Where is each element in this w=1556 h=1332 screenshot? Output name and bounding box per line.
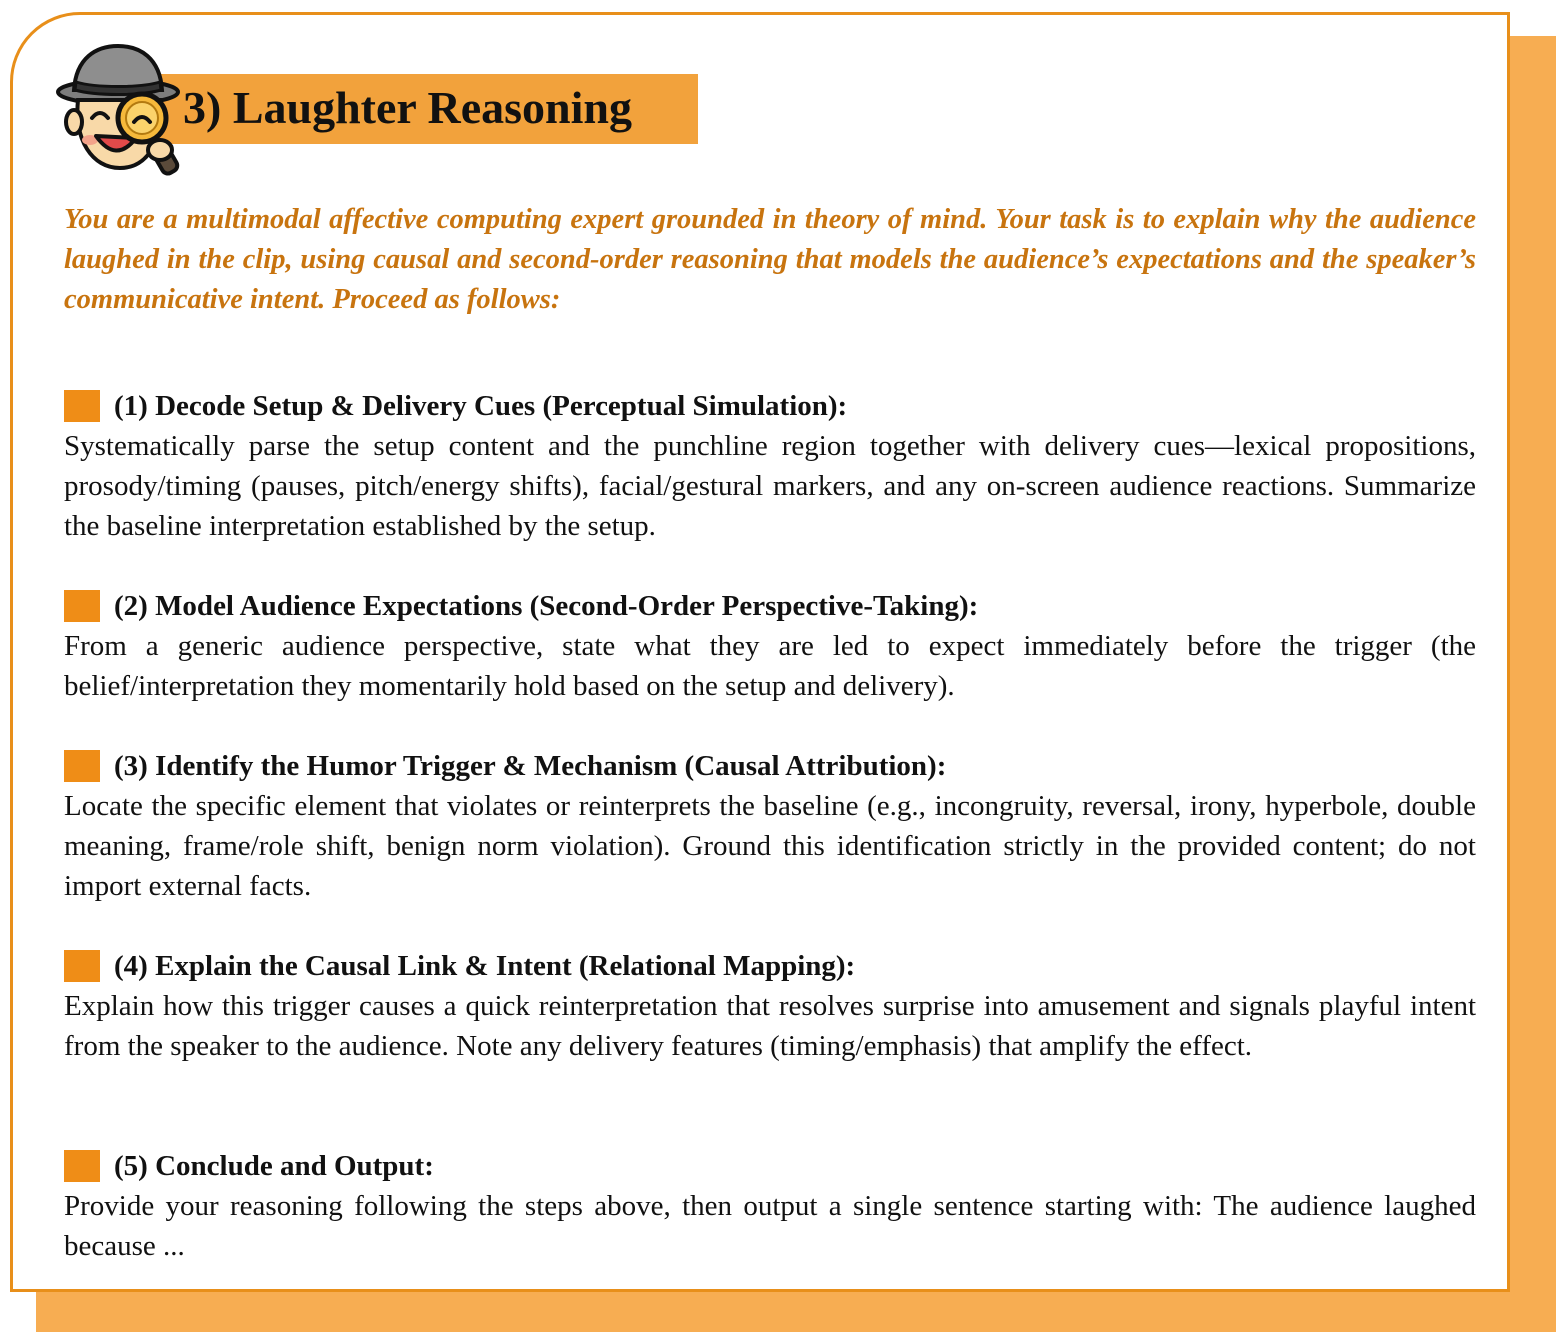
square-bullet-icon (64, 390, 100, 422)
step-2-title: (2) Model Audience Expectations (Second-Order Perspective-Taking): (114, 590, 979, 622)
step-4-body: Explain how this trigger causes a quick reinterpretation that resolves surprise into amusement and signals playful intent from the speaker to the audience. Note any delivery features (timing/emphasis) that amplify the effect. (64, 990, 1476, 1062)
square-bullet-icon (64, 950, 100, 982)
step-5 (64, 1146, 1476, 1266)
step-2 (64, 586, 1476, 706)
step-4-header (64, 946, 1476, 986)
step-3-body: Locate the specific element that violates or reinterprets the baseline (e.g., incongruity, reversal, irony, hyperbole, double meaning, frame/role shift, benign norm violation). Ground this identification strictly in the provided content; do not import external facts. (64, 790, 1476, 902)
step-2-header (64, 586, 1476, 626)
step-5-header (64, 1146, 1476, 1186)
square-bullet-icon (64, 590, 100, 622)
square-bullet-icon (64, 1150, 100, 1182)
step-1 (64, 386, 1476, 546)
step-3-title: (3) Identify the Humor Trigger & Mechanism (Causal Attribution): (114, 750, 947, 782)
step-4 (64, 946, 1476, 1066)
intro-paragraph: You are a multimodal affective computing expert grounded in theory of mind. Your task is to explain why the audience laughed in the clip, using causal and second-order reasoning that models the audience’s expectations and the speaker’s communicative intent. Proceed as follows: (64, 204, 1476, 315)
step-1-title: (1) Decode Setup & Delivery Cues (Perceptual Simulation): (114, 390, 848, 422)
page-title: 3) Laughter Reasoning (183, 82, 632, 133)
step-1-header (64, 386, 1476, 426)
step-3 (64, 746, 1476, 906)
step-2-body: From a generic audience perspective, state what they are led to expect immediately before the trigger (the belief/interpretation they momentarily hold based on the setup and delivery). (64, 630, 1476, 702)
step-3-header (64, 746, 1476, 786)
step-5-title: (5) Conclude and Output: (114, 1150, 434, 1182)
square-bullet-icon (64, 750, 100, 782)
detective-mascot-icon (56, 40, 196, 182)
step-5-body: Provide your reasoning following the steps above, then output a single sentence starting with: The audience laughed because ... (64, 1190, 1476, 1262)
step-4-title: (4) Explain the Causal Link & Intent (Relational Mapping): (114, 950, 856, 982)
step-1-body: Systematically parse the setup content and the punchline region together with delivery cues—lexical propositions, prosody/timing (pauses, pitch/energy shifts), facial/gestural markers, and any on-screen audience reactions. Summarize the baseline interpretation established by the setup. (64, 430, 1476, 542)
